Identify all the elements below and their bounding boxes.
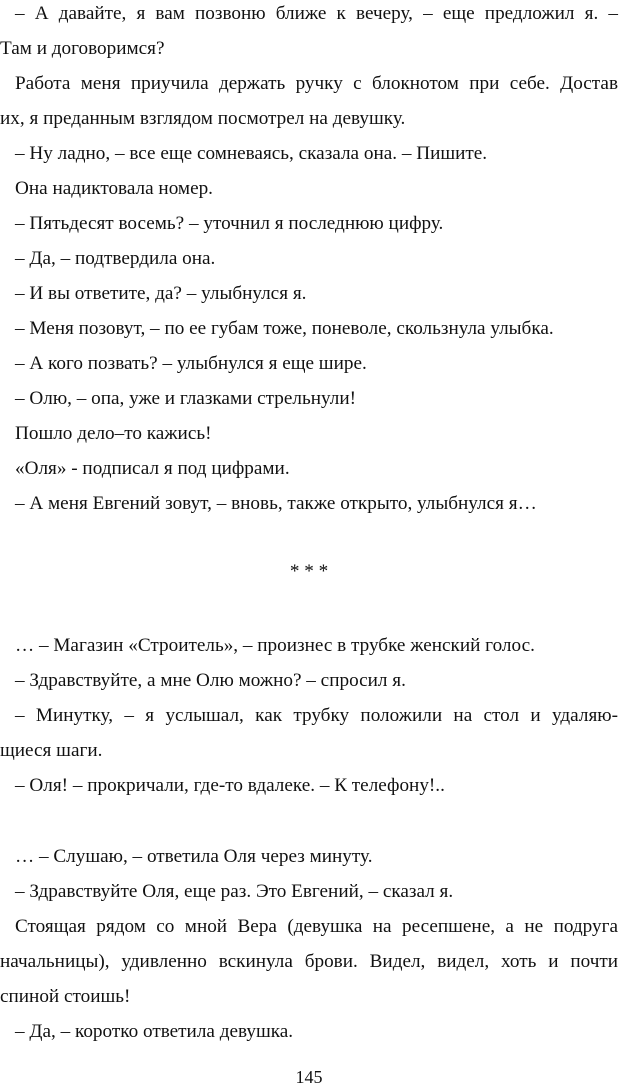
text-line: – Олю, – опа, уже и глазками стрельнули! (15, 388, 356, 409)
text-line: Там и договоримся? (0, 38, 165, 59)
text-line: – Да, – коротко ответила девушка. (15, 1021, 294, 1042)
text-line: – Ну ладно, – все еще сомневаясь, сказала она. – Пишите. (15, 143, 488, 164)
text-line: Стоящая рядом со мной Вера (девушка на ресепшене, а не подруга (15, 916, 618, 937)
text-line: – А давайте, я вам позвоню ближе к вечеру, – еще предложил я. – (15, 3, 618, 24)
text-line: Пошло дело–то кажись! (15, 423, 212, 444)
text-line: Она надиктовала номер. (15, 178, 213, 199)
text-line: – Оля! – прокричали, где-то вдалеке. – К телефону!.. (15, 775, 445, 796)
text-line: … – Слушаю, – ответила Оля через минуту. (15, 846, 373, 867)
text-line: – И вы ответите, да? – улыбнулся я. (15, 283, 307, 304)
text-line: начальницы), удивленно вскинула брови. Видел, видел, хоть и почти (0, 951, 618, 972)
section-separator: * * * (289, 561, 329, 582)
text-line: спиной стоишь! (0, 986, 131, 1007)
text-line: щиеся шаги. (0, 740, 103, 761)
page-number: 145 (295, 1067, 323, 1087)
text-line: – Меня позовут, – по ее губам тоже, поневоле, скользнула улыбка. (15, 318, 554, 339)
text-line: Работа меня приучила держать ручку с блокнотом при себе. Достав (15, 73, 618, 94)
text-line: – Здравствуйте, а мне Олю можно? – спросил я. (15, 670, 406, 691)
text-line: – Минутку, – я услышал, как трубку положили на стол и удаляю- (15, 705, 618, 726)
text-line: – Пятьдесят восемь? – уточнил я последнюю цифру. (15, 213, 444, 234)
text-line: … – Магазин «Строитель», – произнес в трубке женский голос. (15, 635, 535, 656)
text-line: – А меня Евгений зовут, – вновь, также открыто, улыбнулся я… (15, 493, 537, 514)
text-line: – Да, – подтвердила она. (15, 248, 216, 269)
text-line: – А кого позвать? – улыбнулся я еще шире. (15, 353, 367, 374)
text-line: – Здравствуйте Оля, еще раз. Это Евгений, – сказал я. (15, 881, 454, 902)
text-line: «Оля» - подписал я под цифрами. (15, 458, 290, 479)
text-line: их, я преданным взглядом посмотрел на девушку. (0, 108, 406, 129)
